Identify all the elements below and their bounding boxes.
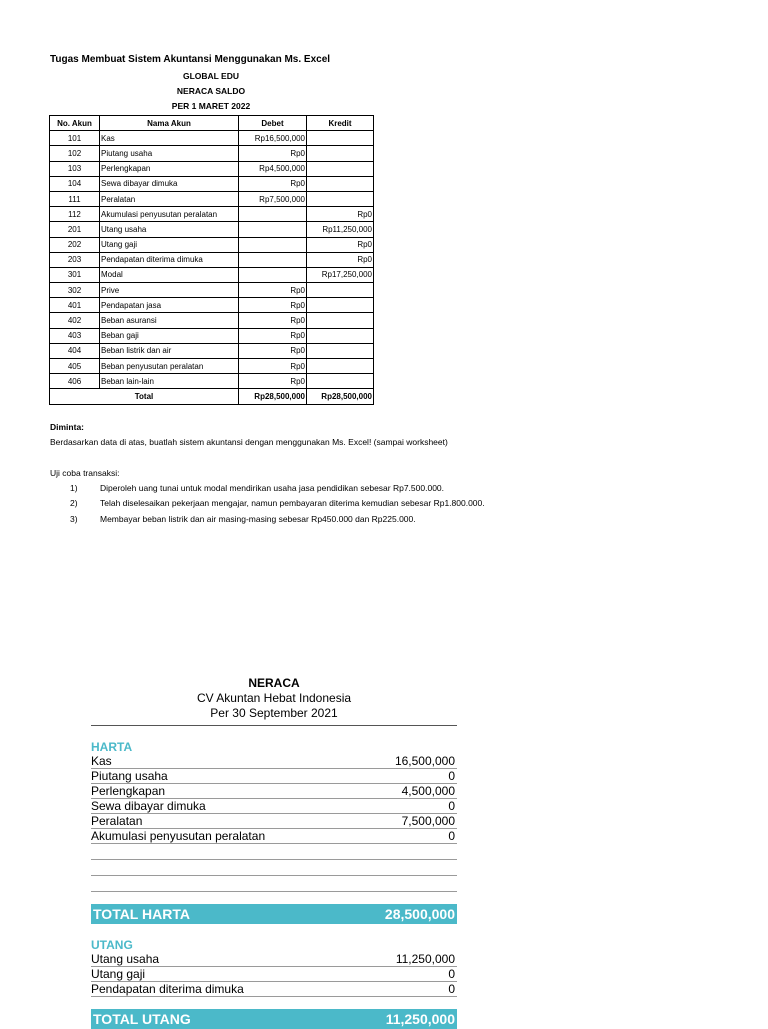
kredit-cell <box>307 343 374 358</box>
total-kredit: Rp28,500,000 <box>307 389 374 404</box>
table-row <box>50 328 374 343</box>
account-name: Peralatan <box>100 191 239 206</box>
row-value: 0 <box>448 967 455 981</box>
total-harta-value: 28,500,000 <box>384 906 455 922</box>
kredit-cell: Rp0 <box>307 237 374 252</box>
table-row <box>50 252 374 267</box>
account-name: Kas <box>100 131 239 146</box>
row-label: Piutang usaha <box>91 769 168 783</box>
account-name: Piutang usaha <box>100 146 239 161</box>
debet-cell: Rp0 <box>239 298 307 313</box>
table-row <box>50 191 374 206</box>
balance-row <box>91 829 457 844</box>
utang-heading: UTANG <box>91 938 133 952</box>
header-nama-akun: Nama Akun <box>100 116 239 131</box>
debet-cell <box>239 207 307 222</box>
debet-cell <box>239 222 307 237</box>
row-label: Sewa dibayar dimuka <box>91 799 206 813</box>
debet-cell: Rp0 <box>239 146 307 161</box>
table-row <box>50 359 374 374</box>
table-row <box>50 343 374 358</box>
account-name: Utang usaha <box>100 222 239 237</box>
account-number: 406 <box>50 374 100 389</box>
account-name: Prive <box>100 283 239 298</box>
harta-list <box>91 754 457 844</box>
table-row <box>50 161 374 176</box>
debet-cell <box>239 252 307 267</box>
account-name: Pendapatan jasa <box>100 298 239 313</box>
kredit-cell: Rp0 <box>307 207 374 222</box>
row-label: Perlengkapan <box>91 784 166 798</box>
account-name: Beban listrik dan air <box>100 343 239 358</box>
kredit-cell <box>307 313 374 328</box>
account-name: Beban penyusutan peralatan <box>100 359 239 374</box>
diminta-text: Berdasarkan data di atas, buatlah sistem akuntansi dengan menggunakan Ms. Excel! (sampai worksheet) <box>50 437 448 447</box>
account-number: 201 <box>50 222 100 237</box>
total-label: Total <box>50 389 239 404</box>
row-label: Kas <box>91 754 112 768</box>
account-number: 302 <box>50 283 100 298</box>
balance-sheet-period: Per 30 September 2021 <box>210 706 338 720</box>
account-number: 111 <box>50 191 100 206</box>
debet-cell: Rp0 <box>239 176 307 191</box>
table-row <box>50 237 374 252</box>
total-utang-label: TOTAL UTANG <box>93 1011 191 1027</box>
kredit-cell <box>307 191 374 206</box>
balance-sheet <box>91 675 457 1029</box>
transaction-item <box>70 483 444 493</box>
debet-cell: Rp0 <box>239 313 307 328</box>
account-number: 202 <box>50 237 100 252</box>
uji-heading: Uji coba transaksi: <box>50 468 120 478</box>
kredit-cell: Rp0 <box>307 252 374 267</box>
account-number: 101 <box>50 131 100 146</box>
balance-row <box>91 982 457 997</box>
account-name: Beban gaji <box>100 328 239 343</box>
row-label: Utang gaji <box>91 967 146 981</box>
row-value: 16,500,000 <box>394 754 455 768</box>
transaction-number: 3) <box>70 514 78 524</box>
kredit-cell <box>307 161 374 176</box>
transaction-text: Diperoleh uang tunai untuk modal mendirikan usaha jasa pendidikan sebesar Rp7.500.000. <box>100 483 445 493</box>
account-name: Beban lain-lain <box>100 374 239 389</box>
debet-cell: Rp0 <box>239 359 307 374</box>
diminta-heading: Diminta: <box>50 422 84 432</box>
utang-list <box>91 952 457 997</box>
debet-cell: Rp0 <box>239 283 307 298</box>
report-name: NERACA SALDO <box>176 86 246 96</box>
row-label: Akumulasi penyusutan peralatan <box>91 829 266 843</box>
row-value: 7,500,000 <box>401 814 455 828</box>
kredit-cell: Rp11,250,000 <box>307 222 374 237</box>
company-name: GLOBAL EDU <box>182 71 240 81</box>
kredit-cell <box>307 283 374 298</box>
harta-heading: HARTA <box>91 740 133 754</box>
account-number: 102 <box>50 146 100 161</box>
kredit-cell <box>307 131 374 146</box>
table-row <box>50 176 374 191</box>
account-number: 104 <box>50 176 100 191</box>
trial-balance-table <box>49 115 374 405</box>
total-harta-bar <box>91 904 457 924</box>
account-name: Modal <box>100 267 239 282</box>
transaction-number: 1) <box>70 483 78 493</box>
account-number: 301 <box>50 267 100 282</box>
kredit-cell <box>307 328 374 343</box>
blank-row <box>91 860 457 876</box>
debet-cell: Rp4,500,000 <box>239 161 307 176</box>
table-row <box>50 283 374 298</box>
row-value: 11,250,000 <box>395 952 455 966</box>
row-value: 0 <box>448 982 455 996</box>
kredit-cell: Rp17,250,000 <box>307 267 374 282</box>
account-name: Perlengkapan <box>100 161 239 176</box>
balance-row <box>91 814 457 829</box>
row-value: 0 <box>448 799 455 813</box>
balance-row <box>91 799 457 814</box>
account-number: 403 <box>50 328 100 343</box>
kredit-cell <box>307 176 374 191</box>
balance-sheet-company: CV Akuntan Hebat Indonesia <box>196 691 352 705</box>
balance-row <box>91 967 457 982</box>
table-row <box>50 146 374 161</box>
account-name: Akumulasi penyusutan peralatan <box>100 207 239 222</box>
table-row <box>50 374 374 389</box>
account-name: Sewa dibayar dimuka <box>100 176 239 191</box>
row-value: 0 <box>448 769 455 783</box>
table-row <box>50 313 374 328</box>
title-divider <box>91 725 457 726</box>
table-row <box>50 131 374 146</box>
debet-cell: Rp0 <box>239 328 307 343</box>
table-header-row <box>50 116 374 131</box>
row-value: 4,500,000 <box>401 784 455 798</box>
account-number: 404 <box>50 343 100 358</box>
header-debet: Debet <box>239 116 307 131</box>
table-total-row <box>50 389 374 404</box>
debet-cell <box>239 237 307 252</box>
table-body <box>50 131 374 389</box>
row-label: Utang usaha <box>91 952 160 966</box>
total-harta-label: TOTAL HARTA <box>93 906 190 922</box>
table-row <box>50 222 374 237</box>
row-label: Peralatan <box>91 814 143 828</box>
kredit-cell <box>307 146 374 161</box>
debet-cell <box>239 267 307 282</box>
transaction-item <box>70 498 485 508</box>
debet-cell: Rp7,500,000 <box>239 191 307 206</box>
debet-cell: Rp0 <box>239 374 307 389</box>
report-period: PER 1 MARET 2022 <box>171 101 251 111</box>
blank-row <box>91 876 457 892</box>
kredit-cell <box>307 359 374 374</box>
blank-row <box>91 844 457 860</box>
account-number: 203 <box>50 252 100 267</box>
total-debet: Rp28,500,000 <box>239 389 307 404</box>
transaction-text: Telah diselesaikan pekerjaan mengajar, namun pembayaran diterima kemudian sebesar Rp1.800.000. <box>100 498 485 508</box>
account-name: Beban asuransi <box>100 313 239 328</box>
balance-row <box>91 784 457 799</box>
account-name: Pendapatan diterima dimuka <box>100 252 239 267</box>
account-number: 103 <box>50 161 100 176</box>
account-number: 112 <box>50 207 100 222</box>
account-number: 405 <box>50 359 100 374</box>
balance-row <box>91 952 457 967</box>
document-title: Tugas Membuat Sistem Akuntansi Menggunakan Ms. Excel <box>50 54 331 65</box>
transaction-number: 2) <box>70 498 78 508</box>
total-utang-bar <box>91 1009 457 1029</box>
row-value: 0 <box>448 829 455 843</box>
kredit-cell <box>307 298 374 313</box>
debet-cell: Rp0 <box>239 343 307 358</box>
total-utang-value: 11,250,000 <box>385 1011 455 1027</box>
header-no-akun: No. Akun <box>50 116 100 131</box>
account-number: 401 <box>50 298 100 313</box>
account-number: 402 <box>50 313 100 328</box>
table-row <box>50 267 374 282</box>
transaction-item <box>70 514 416 524</box>
table-row <box>50 207 374 222</box>
table-row <box>50 298 374 313</box>
balance-row <box>91 769 457 784</box>
account-name: Utang gaji <box>100 237 239 252</box>
row-label: Pendapatan diterima dimuka <box>91 982 244 996</box>
debet-cell: Rp16,500,000 <box>239 131 307 146</box>
balance-sheet-title: NERACA <box>248 676 300 690</box>
header-kredit: Kredit <box>307 116 374 131</box>
kredit-cell <box>307 374 374 389</box>
transaction-text: Membayar beban listrik dan air masing-masing sebesar Rp450.000 dan Rp225.000. <box>100 514 416 524</box>
balance-row <box>91 754 457 769</box>
